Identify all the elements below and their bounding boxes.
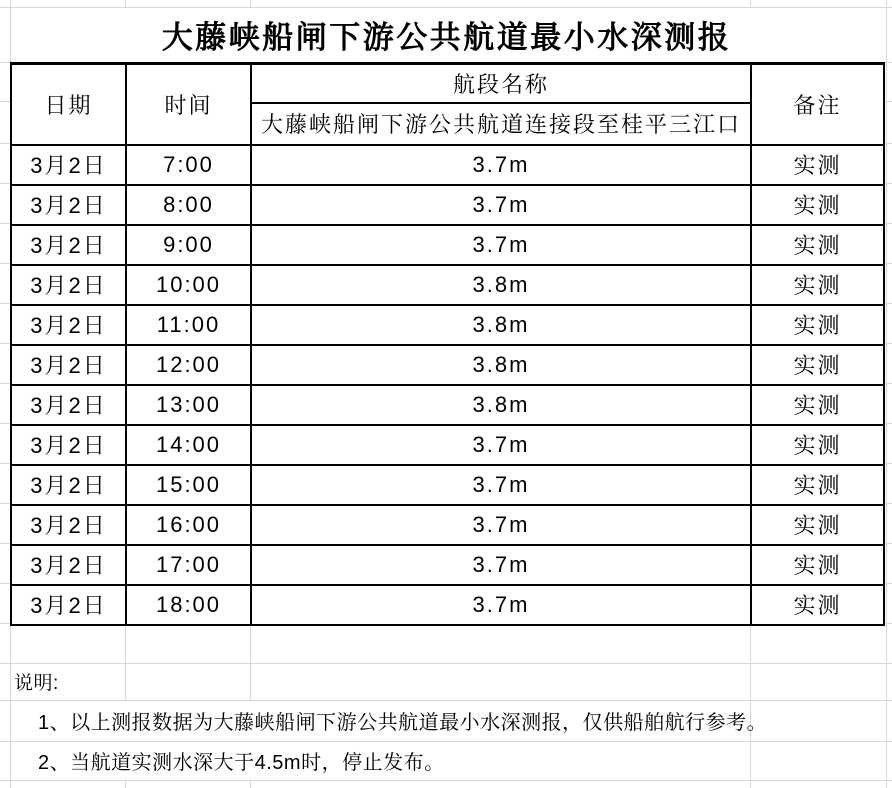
cell-remark[interactable]: 实测 xyxy=(751,385,884,425)
table-row xyxy=(11,385,884,425)
cell-remark[interactable]: 实测 xyxy=(751,305,884,345)
table-row xyxy=(11,265,884,305)
cell-remark[interactable]: 实测 xyxy=(751,265,884,305)
header-section[interactable]: 航段名称 xyxy=(251,64,751,103)
table-row xyxy=(11,425,884,465)
cell-remark[interactable]: 实测 xyxy=(751,345,884,385)
cell-date[interactable]: 3月2日 xyxy=(11,265,126,305)
cell-depth[interactable]: 3.7m xyxy=(251,425,751,465)
notes-label[interactable]: 说明: xyxy=(14,673,59,694)
table-row xyxy=(11,305,884,345)
cell-date[interactable]: 3月2日 xyxy=(11,185,126,225)
cell-depth[interactable]: 3.7m xyxy=(251,585,751,625)
table-row xyxy=(11,185,884,225)
cell-date[interactable]: 3月2日 xyxy=(11,545,126,585)
cell-time[interactable]: 12:00 xyxy=(126,345,251,385)
cell-depth[interactable]: 3.8m xyxy=(251,305,751,345)
cell-date[interactable]: 3月2日 xyxy=(11,305,126,345)
table-row xyxy=(11,145,884,185)
table-row xyxy=(11,585,884,625)
cell-date[interactable]: 3月2日 xyxy=(11,385,126,425)
cell-remark[interactable]: 实测 xyxy=(751,585,884,625)
cell-depth[interactable]: 3.8m xyxy=(251,385,751,425)
cell-time[interactable]: 16:00 xyxy=(126,505,251,545)
header-remark[interactable]: 备注 xyxy=(751,64,884,145)
table-header-row xyxy=(11,64,884,103)
cell-date[interactable]: 3月2日 xyxy=(11,585,126,625)
table-row xyxy=(11,465,884,505)
cell-remark[interactable]: 实测 xyxy=(751,145,884,185)
table-row xyxy=(11,505,884,545)
header-time[interactable]: 时间 xyxy=(126,64,251,145)
cell-time[interactable]: 9:00 xyxy=(126,225,251,265)
cell-time[interactable]: 8:00 xyxy=(126,185,251,225)
depth-report-table xyxy=(10,62,885,626)
cell-depth[interactable]: 3.7m xyxy=(251,145,751,185)
cell-depth[interactable]: 3.7m xyxy=(251,465,751,505)
note-item-2[interactable]: 2、当航道实测水深大于4.5m时，停止发布。 xyxy=(38,752,445,774)
cell-depth[interactable]: 3.8m xyxy=(251,345,751,385)
cell-depth[interactable]: 3.8m xyxy=(251,265,751,305)
cell-date[interactable]: 3月2日 xyxy=(11,345,126,385)
report-title[interactable]: 大藤峡船闸下游公共航道最小水深测报 xyxy=(161,20,732,55)
depth-table-body xyxy=(11,64,884,625)
cell-date[interactable]: 3月2日 xyxy=(11,145,126,185)
cell-remark[interactable]: 实测 xyxy=(751,225,884,265)
header-section-route[interactable]: 大藤峡船闸下游公共航道连接段至桂平三江口 xyxy=(251,103,751,145)
cell-time[interactable]: 14:00 xyxy=(126,425,251,465)
table-row xyxy=(11,225,884,265)
cell-time[interactable]: 10:00 xyxy=(126,265,251,305)
cell-time[interactable]: 13:00 xyxy=(126,385,251,425)
cell-time[interactable]: 18:00 xyxy=(126,585,251,625)
note-item-1[interactable]: 1、以上测报数据为大藤峡船闸下游公共航道最小水深测报，仅供船舶航行参考。 xyxy=(38,712,768,734)
cell-date[interactable]: 3月2日 xyxy=(11,225,126,265)
cell-remark[interactable]: 实测 xyxy=(751,505,884,545)
table-row xyxy=(11,545,884,585)
cell-depth[interactable]: 3.7m xyxy=(251,505,751,545)
table-row xyxy=(11,345,884,385)
cell-remark[interactable]: 实测 xyxy=(751,545,884,585)
cell-remark[interactable]: 实测 xyxy=(751,425,884,465)
header-date[interactable]: 日期 xyxy=(11,64,126,145)
cell-date[interactable]: 3月2日 xyxy=(11,465,126,505)
cell-remark[interactable]: 实测 xyxy=(751,465,884,505)
cell-depth[interactable]: 3.7m xyxy=(251,185,751,225)
cell-remark[interactable]: 实测 xyxy=(751,185,884,225)
cell-date[interactable]: 3月2日 xyxy=(11,425,126,465)
cell-time[interactable]: 11:00 xyxy=(126,305,251,345)
cell-time[interactable]: 7:00 xyxy=(126,145,251,185)
cell-time[interactable]: 17:00 xyxy=(126,545,251,585)
cell-date[interactable]: 3月2日 xyxy=(11,505,126,545)
cell-time[interactable]: 15:00 xyxy=(126,465,251,505)
cell-depth[interactable]: 3.7m xyxy=(251,225,751,265)
cell-depth[interactable]: 3.7m xyxy=(251,545,751,585)
